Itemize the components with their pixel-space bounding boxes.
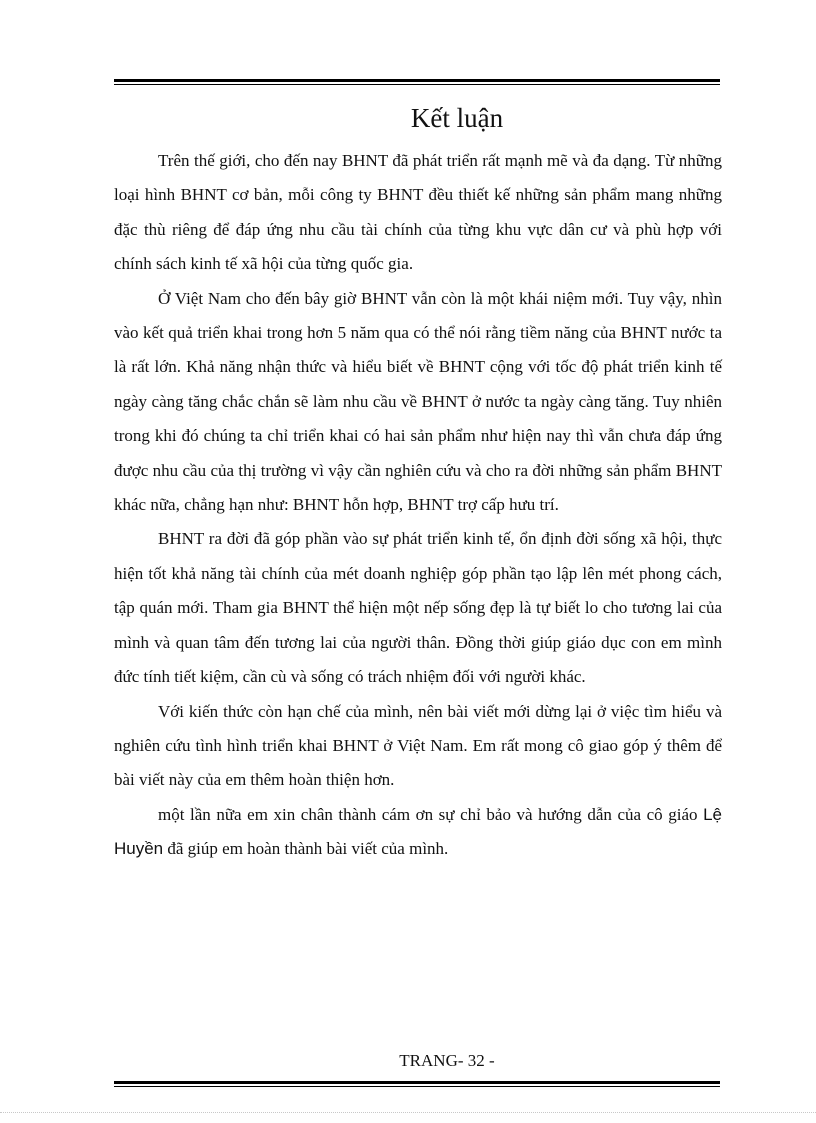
page-edge-divider <box>0 1112 816 1113</box>
page-number: TRANG- 32 - <box>399 1051 495 1070</box>
paragraph-2: Ở Việt Nam cho đến bây giờ BHNT vẫn còn là một khái niệm mới. Tuy vậy, nhìn vào kết quả triển khai trong hơn 5 năm qua có thể nói rằng tiềm năng của BHNT nước ta là rất lớn. Khả năng nhận thức và hiểu biết về BHNT cộng với tốc độ phát triển kinh tế ngày càng tăng chắc chắn sẽ làm nhu cầu về BHNT ở nước ta ngày càng tăng. Tuy nhiên trong khi đó chúng ta chỉ triển khai có hai sản phẩm như hiện nay thì vẫn chưa đáp ứng được nhu cầu của thị trường vì vậy cần nghiên cứu và cho ra đời những sản phẩm BHNT khác nữa, chẳng hạn như: BHNT hỗn hợp, BHNT trợ cấp hưu trí. <box>114 288 722 515</box>
footer-rule <box>114 1081 720 1087</box>
paragraph-3: BHNT ra đời đã góp phần vào sự phát triển kinh tế, ổn định đời sống xã hội, thực hiện tốt khả năng tài chính của mét doanh nghiệp góp phần tạo lập lên mét phong cách, tập quán mới. Tham gia BHNT thể hiện một nếp sống đẹp là tự biết lo cho tương lai của mình và quan tâm đến tương lai của người thân. Đồng thời giúp giáo dục con em mình đức tính tiết kiệm, cần cù và sống có trách nhiệm đối với người khác. <box>114 529 722 687</box>
closing-text-end: đã giúp em hoàn thành bài viết của mình. <box>163 839 449 859</box>
page-title: Kết luận <box>410 103 504 133</box>
paragraph-1: Trên thế giới, cho đến nay BHNT đã phát triển rất mạnh mẽ và đa dạng. Từ những loại hình BHNT cơ bản, mỗi công ty BHNT đều thiết kế những sản phẩm mang những đặc thù riêng để đáp ứng nhu cầu tài chính của từng khu vực dân cư và phù hợp với chính sách kinh tế xã hội của từng quốc gia. <box>114 151 722 274</box>
closing-text-start: một lần nữa em xin chân thành cám ơn sự chỉ bảo và hướng dẫn của cô giáo <box>158 804 704 824</box>
document-body <box>114 144 722 867</box>
closing-paragraph <box>114 798 722 867</box>
teacher-name: Lệ Huyền <box>114 804 722 859</box>
paragraph-4: Với kiến thức còn hạn chế của mình, nên bài viết mới dừng lại ở việc tìm hiểu và nghiên cứu tình hình triển khai BHNT ở Việt Nam. Em rất mong cô giao góp ý thêm để bài viết này của em thêm hoàn thiện hơn. <box>114 701 722 790</box>
header-rule <box>114 79 720 85</box>
